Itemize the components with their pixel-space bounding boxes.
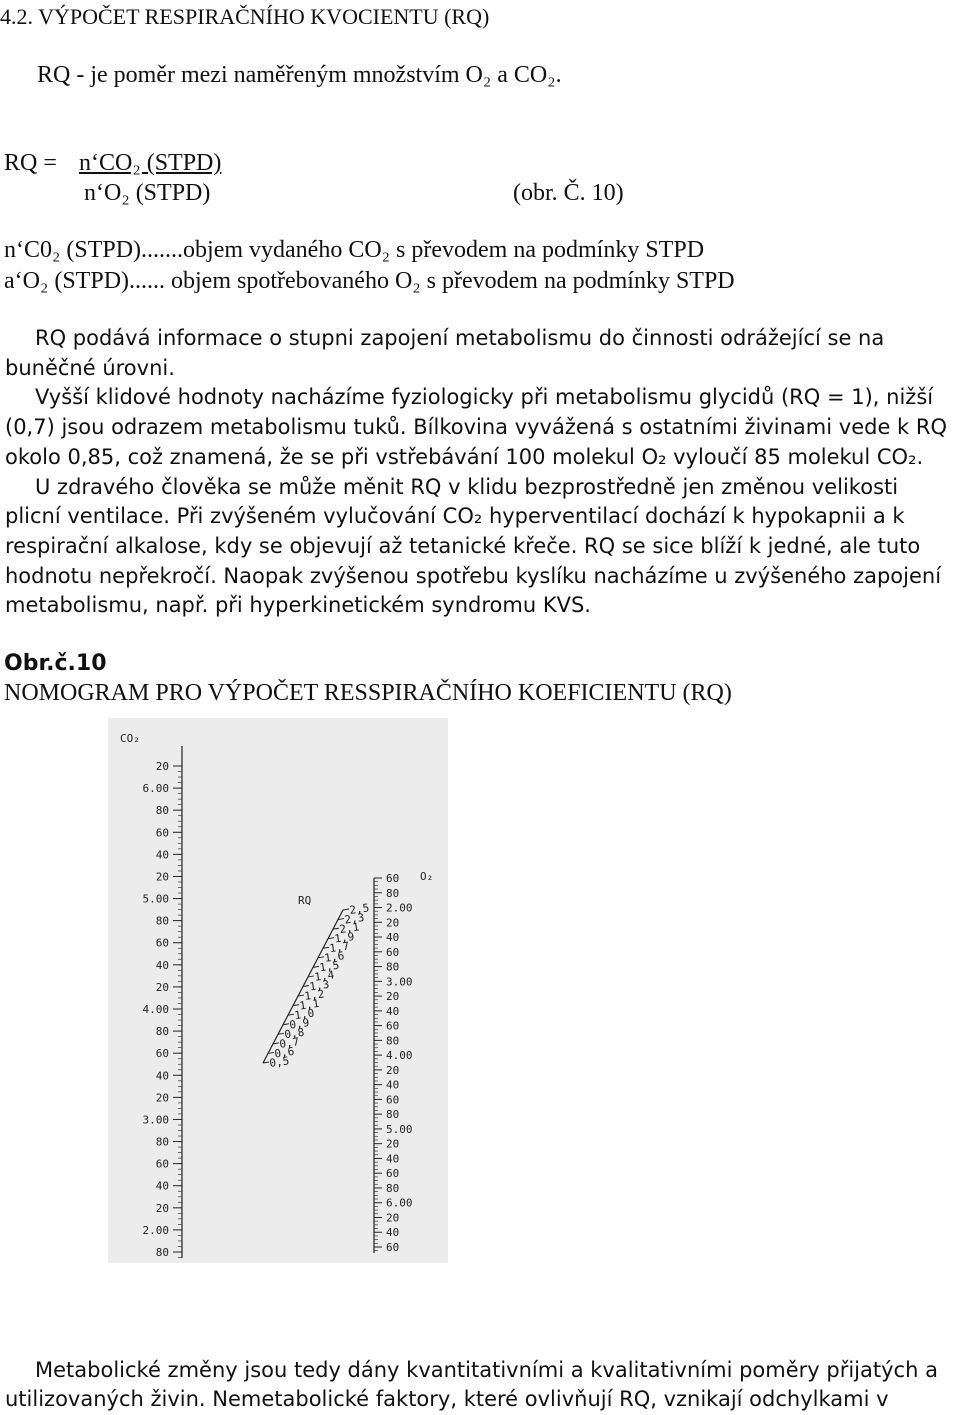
co2-tick-label: 80 xyxy=(155,914,169,928)
co2-tick-label: 60 xyxy=(155,1047,169,1061)
figure-label: Obr.č.10 xyxy=(4,651,107,676)
co2-tick-label: 60 xyxy=(155,826,169,840)
o2-tick-label: 40 xyxy=(386,1004,400,1018)
o2-axis-label: O₂ xyxy=(420,870,434,883)
o2-tick-label: 6.00 xyxy=(386,1196,413,1210)
o2-tick-label: 60 xyxy=(386,1019,400,1033)
o2-tick-label: 80 xyxy=(386,960,400,974)
co2-tick-label: 80 xyxy=(155,1025,169,1039)
o2-tick-label: 80 xyxy=(386,1108,400,1122)
section-title: 4.2. VÝPOČET RESPIRAČNÍHO KVOCIENTU (RQ) xyxy=(0,4,490,29)
co2-tick-label: 20 xyxy=(155,1091,169,1105)
formula-denominator: n‘O₂ (STPD) xyxy=(84,180,211,206)
rq-nomogram xyxy=(108,718,448,1263)
rq-tick-label: 0,7 xyxy=(278,1035,301,1051)
o2-tick-label: 40 xyxy=(386,1226,400,1240)
rq-tick-label: 0,9 xyxy=(288,1016,311,1032)
rq-tick-label: 2,3 xyxy=(343,910,366,927)
rq-tick-label: 1,2 xyxy=(303,987,326,1004)
figure-reference: (obr. Č. 10) xyxy=(513,180,624,206)
co2-tick-label: 80 xyxy=(155,1135,169,1149)
co2-tick-label: 60 xyxy=(155,936,169,950)
o2-tick-label: 80 xyxy=(386,1034,400,1048)
rq-tick-label: 2,1 xyxy=(338,920,361,937)
o2-tick-label: 20 xyxy=(386,990,400,1004)
co2-tick-label: 3.00 xyxy=(142,1113,169,1127)
o2-tick-label: 20 xyxy=(386,916,400,930)
rq-tick-label: 2,5 xyxy=(348,901,371,917)
rq-tick-label: 1,5 xyxy=(318,958,341,975)
rq-tick-label: 1,0 xyxy=(293,1006,316,1023)
rq-tick-label: 1,1 xyxy=(298,996,321,1013)
rq-scale xyxy=(263,894,370,1070)
co2-tick-label: 4.00 xyxy=(142,1003,169,1016)
co2-tick-label: 80 xyxy=(155,804,169,818)
formula-numerator: n‘CO₂ (STPD) xyxy=(79,150,222,176)
co2-tick-label: 40 xyxy=(155,958,169,972)
paragraph-metabolic-changes: Metabolické změny jsou tedy dány kvantitativními a kvalitativními poměry přijatých a utilizovaných živin. Nemetabolické faktory, které ovlivňují RQ, vznikají odchylkami v xyxy=(5,1358,938,1411)
body-text xyxy=(5,324,957,621)
o2-tick-label: 60 xyxy=(386,1167,400,1181)
co2-scale xyxy=(120,732,182,1259)
o2-tick-label: 5.00 xyxy=(386,1122,413,1136)
o2-tick-label: 2.00 xyxy=(386,901,413,915)
rq-tick-label: 0,8 xyxy=(283,1025,306,1042)
rq-tick-label: 0,6 xyxy=(273,1044,296,1061)
o2-tick-label: 40 xyxy=(386,931,400,945)
co2-tick-label: 5.00 xyxy=(142,892,169,906)
rq-tick-label: 1,6 xyxy=(323,949,346,965)
o2-tick-label: 40 xyxy=(386,1078,400,1092)
rq-tick-label: 1,9 xyxy=(333,930,356,946)
co2-tick-label: 40 xyxy=(155,1179,169,1193)
rq-tick-label: 1,3 xyxy=(308,977,331,994)
co2-tick-label: 40 xyxy=(155,848,169,862)
o2-tick-label: 3.00 xyxy=(386,975,413,989)
o2-tick-label: 80 xyxy=(386,1181,400,1195)
formula-lhs: RQ = xyxy=(4,150,57,176)
o2-tick-label: 80 xyxy=(386,886,400,900)
rq-definition: RQ - je poměr mezi naměřeným množstvím O₂ a CO₂. xyxy=(37,62,562,88)
footer-text xyxy=(5,1356,957,1414)
o2-tick-label: 20 xyxy=(386,1137,400,1151)
paragraph-resting-values: Vyšší klidové hodnoty nacházíme fyziologicky při metabolismu glycidů (RQ = 1), nižší (0,7) jsou odrazem metabolismu tuků. Bílkovina vyvážená s ostatními živinami vede k RQ okolo 0,85, což znamená, že se při vstřebávání 100 molekul O₂ vyloučí 85 molekul CO₂. xyxy=(5,385,947,469)
paragraph-rq-info: RQ podává informace o stupni zapojení metabolismu do činnosti odrážející se na buněčné úrovni. xyxy=(5,326,885,380)
legend-co2-line: n‘C0₂ (STPD).......objem vydaného CO₂ s převodem na podmínky STPD xyxy=(4,237,705,263)
co2-axis-label: CO₂ xyxy=(120,732,140,745)
co2-tick-label: 6.00 xyxy=(142,782,169,796)
legend-o2-line: a‘O₂ (STPD)...... objem spotřebovaného O₂ s převodem na podmínky STPD xyxy=(4,268,735,294)
co2-tick-label: 20 xyxy=(155,1201,169,1215)
o2-tick-label: 60 xyxy=(386,945,400,959)
co2-tick-label: 40 xyxy=(155,1069,169,1083)
o2-tick-label: 4.00 xyxy=(386,1049,413,1063)
co2-tick-label: 20 xyxy=(155,760,169,773)
rq-tick-label: 1,7 xyxy=(328,939,351,956)
o2-tick-label: 60 xyxy=(386,872,400,885)
o2-tick-label: 60 xyxy=(386,1241,400,1254)
co2-tick-label: 80 xyxy=(155,1246,169,1259)
figure-title: NOMOGRAM PRO VÝPOČET RESSPIRAČNÍHO KOEFICIENTU (RQ) xyxy=(4,680,732,706)
rq-tick xyxy=(343,909,349,910)
rq-axis-label: RQ xyxy=(298,894,312,907)
rq-tick-label: 0,5 xyxy=(268,1054,291,1070)
co2-tick-label: 20 xyxy=(155,870,169,884)
o2-scale xyxy=(374,870,433,1254)
o2-tick-label: 60 xyxy=(386,1093,400,1107)
o2-tick-label: 20 xyxy=(386,1063,400,1077)
paragraph-ventilation: U zdravého člověka se může měnit RQ v klidu bezprostředně jen změnou velikosti plicní ventilace. Při zvýšeném vylučování CO₂ hyperventilací dochází k hypokapnii a k respirační alkalose, kdy se objevují až tetanické křeče. RQ se sice blíží k jedné, ale tuto hodnotu nepřekročí. Naopak zvýšenou spotřebu kyslíku nacházíme u zvýšeného zapojení metabolismu, např. při hyperkinetickém syndromu KVS. xyxy=(5,474,942,618)
rq-tick-label: 1,4 xyxy=(313,968,336,984)
o2-tick-label: 20 xyxy=(386,1211,400,1225)
co2-tick-label: 20 xyxy=(155,980,169,994)
co2-tick-label: 2.00 xyxy=(142,1223,169,1237)
o2-tick-label: 40 xyxy=(386,1152,400,1166)
co2-tick-label: 60 xyxy=(155,1157,169,1171)
